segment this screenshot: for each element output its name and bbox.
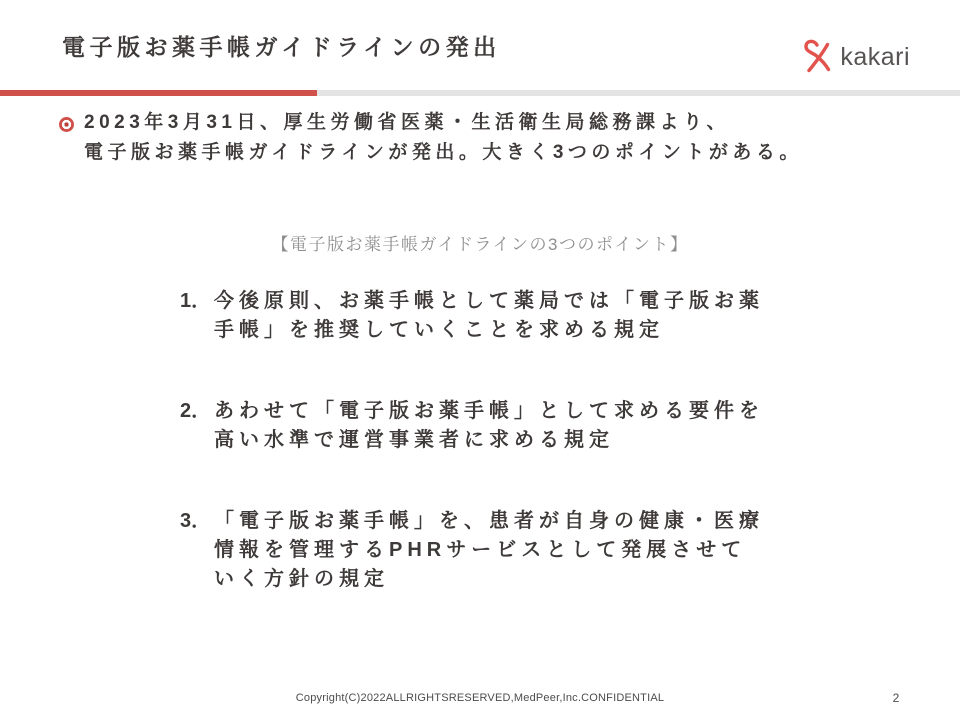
point-1-line-1: 今後原則、お薬手帳として薬局では「電子版お薬 xyxy=(214,290,764,312)
point-3-line-1: 「電子版お薬手帳」を、患者が自身の健康・医療 xyxy=(214,510,764,532)
point-item-3 xyxy=(180,507,764,594)
kakari-logo-text: kakari xyxy=(840,43,910,71)
kakari-logo xyxy=(801,38,910,76)
lead-line-2: 電子版お薬手帳ガイドラインが発出。大きく3つのポイントがある。 xyxy=(84,142,803,163)
point-number: 2． xyxy=(180,400,212,422)
points-list xyxy=(180,287,764,646)
point-2-line-2: 高い水準で運営事業者に求める規定 xyxy=(214,429,614,451)
footer-copyright: Copyright(C)2022ALLRIGHTSRESERVED,MedPeer,Inc.CONFIDENTIAL xyxy=(295,692,665,704)
point-2-line-1: あわせて「電子版お薬手帳」として求める要件を xyxy=(214,400,764,422)
point-number: 1． xyxy=(180,290,212,312)
points-box-heading: 【電子版お薬手帳ガイドラインの3つのポイント】 xyxy=(271,235,689,254)
point-text xyxy=(214,287,764,345)
page-number: 2 xyxy=(892,691,900,705)
point-1-line-2: 手帳」を推奨していくことを求める規定 xyxy=(214,319,664,341)
point-number: 3． xyxy=(180,510,212,532)
point-3-line-2: 情報を管理するPHRサービスとして発展させて xyxy=(214,539,747,561)
point-item-2 xyxy=(180,397,764,455)
lead-text xyxy=(84,108,803,168)
title-underline xyxy=(0,90,960,96)
lead-paragraph xyxy=(59,108,803,168)
point-text xyxy=(214,507,764,594)
kakari-ribbon-icon xyxy=(801,38,835,76)
title-underline-accent xyxy=(0,90,317,96)
point-text xyxy=(214,397,764,455)
page-title: 電子版お薬手帳ガイドラインの発出 xyxy=(62,34,501,60)
bullet-target-icon xyxy=(59,117,74,132)
lead-line-1: 2023年3月31日、厚生労働省医薬・生活衛生局総務課より、 xyxy=(84,112,730,133)
point-item-1 xyxy=(180,287,764,345)
point-3-line-3: いく方針の規定 xyxy=(214,568,389,590)
